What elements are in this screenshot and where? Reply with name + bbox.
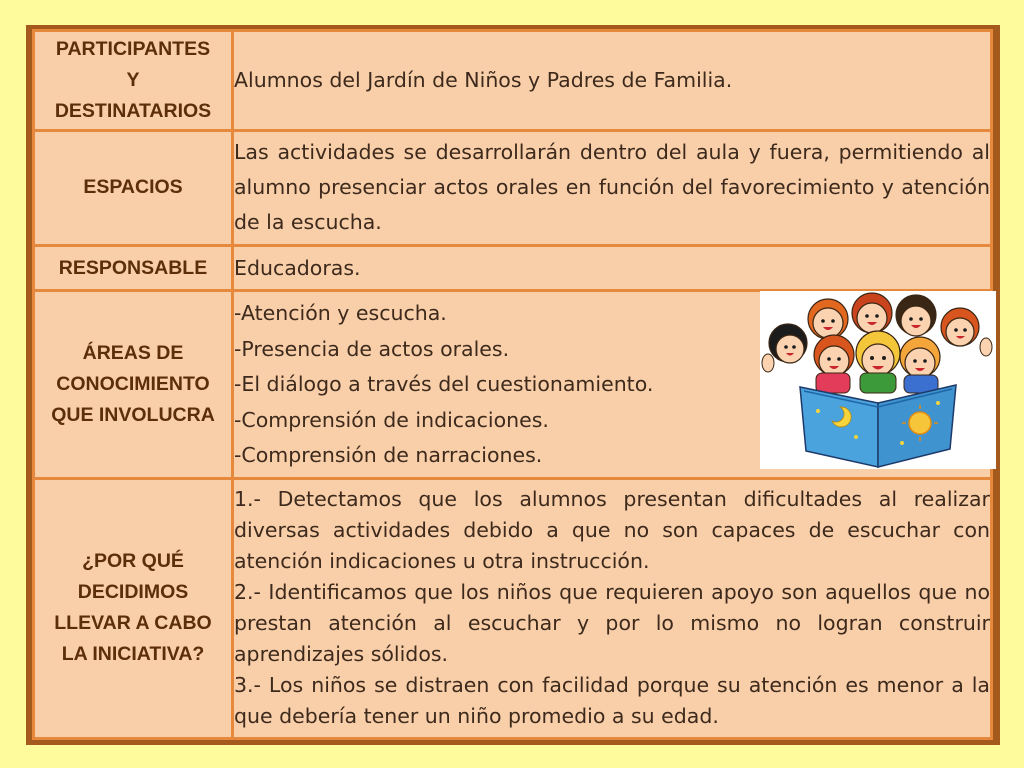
label-line: PARTICIPANTES — [55, 37, 211, 60]
label-line: LA INICIATIVA? — [61, 643, 205, 666]
label-line: LLEVAR A CABO — [54, 612, 212, 635]
list-item: -Comprensión de narraciones. — [234, 443, 543, 468]
label-line: QUE INVOLUCRA — [51, 403, 215, 426]
row-label-participantes — [34, 31, 233, 131]
children-reading-book-illustration — [760, 291, 996, 469]
table-row-participantes — [34, 31, 992, 131]
list-item: -Comprensión de indicaciones. — [234, 407, 549, 432]
row-label-por-que — [34, 478, 233, 739]
table-frame — [26, 25, 1000, 745]
row-content-areas — [233, 291, 992, 478]
row-label-responsable — [34, 246, 233, 291]
label-line: ¿POR QUÉ — [82, 550, 184, 573]
label-line: ÁREAS DE — [82, 341, 184, 364]
label-line: DECIDIMOS — [77, 581, 189, 604]
list-item: -Atención y escucha. — [234, 301, 447, 326]
table-row-por-que — [34, 478, 992, 739]
areas-wrapper — [234, 292, 990, 476]
reason-paragraph: 2.- Identificamos que los niños que requieren apoyo son aquellos que no prestan atención al escuchar y por lo mismo no logran construir aprendizajes sólidos. — [234, 580, 990, 667]
reason-paragraph: 3.- Los niños se distraen con facilidad porque su atención es menor a la que debería tener un niño promedio a su edad. — [234, 673, 990, 729]
label-line: RESPONSABLE — [58, 256, 208, 279]
row-content-responsable: Educadoras. — [233, 246, 992, 291]
label-line: DESTINATARIOS — [54, 99, 212, 122]
table-row-areas — [34, 291, 992, 478]
label-line: ESPACIOS — [83, 176, 183, 199]
row-content-participantes: Alumnos del Jardín de Niños y Padres de Familia. — [233, 31, 992, 131]
list-item: -El diálogo a través del cuestionamiento. — [234, 372, 654, 397]
project-info-table — [32, 29, 993, 740]
label-line: CONOCIMIENTO — [56, 372, 210, 395]
row-label-espacios — [34, 130, 233, 246]
row-content-por-que — [233, 478, 992, 739]
list-item: -Presencia de actos orales. — [234, 336, 510, 361]
label-line: Y — [126, 68, 140, 91]
table-row-espacios — [34, 130, 992, 246]
table-row-responsable — [34, 246, 992, 291]
row-label-areas — [34, 291, 233, 478]
reason-paragraph: 1.- Detectamos que los alumnos presentan dificultades al realizar diversas actividades debido a que no son capaces de escuchar con atención indicaciones u otra instrucción. — [234, 487, 990, 574]
row-content-espacios: Las actividades se desarrollarán dentro del aula y fuera, permitiendo al alumno presenciar actos orales en función del favorecimiento y atención de la escucha. — [233, 130, 992, 246]
